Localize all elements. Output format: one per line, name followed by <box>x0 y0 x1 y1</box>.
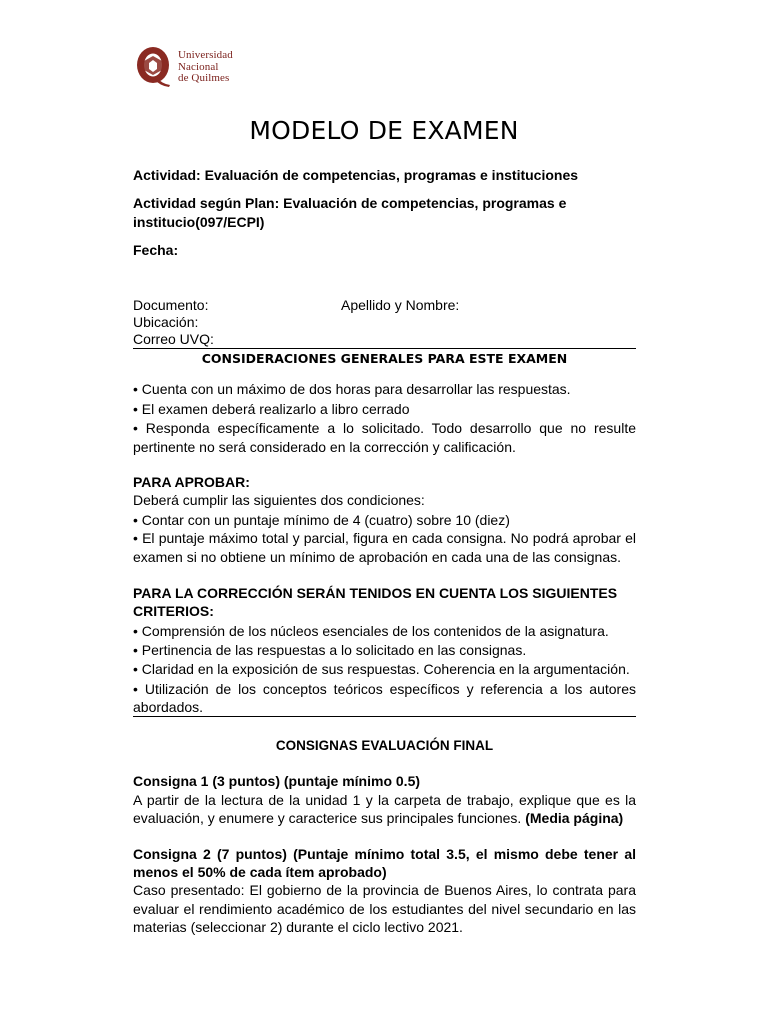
approve-condition-2-line-1: • El puntaje máximo total y parcial, figura en cada consigna. No podrá aprobar el <box>133 530 636 546</box>
approve-condition-2-line-2: examen si no obtiene un mínimo de aprobación en cada una de las consignas. <box>133 549 621 565</box>
task-1-text: evaluación, y enumere y caracterice sus principales funciones. <box>133 810 522 826</box>
approve-intro: Deberá cumplir las siguientes dos condiciones: <box>133 492 425 508</box>
criteria-item-2: • Pertinencia de las respuestas a lo solicitado en las consignas. <box>133 642 527 658</box>
consideration-item-2: • El examen deberá realizarlo a libro cerrado <box>133 401 410 417</box>
criteria-heading-line-1: PARA LA CORRECCIÓN SERÁN TENIDOS EN CUENTA LOS SIGUIENTES <box>133 585 618 601</box>
considerations-heading: CONSIDERACIONES GENERALES PARA ESTE EXAMEN <box>201 351 568 366</box>
criteria-item-4-line-2: abordados. <box>133 699 204 715</box>
task-2-line-2: evaluar el rendimiento académico de los estudiantes del nivel secundario en las <box>133 901 636 917</box>
logo-line-3: de Quilmes <box>178 72 230 84</box>
approve-condition-1: • Contar con un puntaje mínimo de 4 (cuatro) sobre 10 (diez) <box>133 512 510 528</box>
criteria-item-1: • Comprensión de los núcleos esenciales de los contenidos de la asignatura. <box>133 623 609 639</box>
criteria-heading-line-2: CRITERIOS: <box>133 603 214 619</box>
task-2-line-3: materias (seleccionar 2) durante el ciclo lectivo 2021. <box>133 919 463 935</box>
consideration-item-1: • Cuenta con un máximo de dos horas para desarrollar las respuestas. <box>133 381 571 397</box>
consideration-item-3-line-1: • Responda específicamente a lo solicitado. Todo desarrollo que no resulte <box>133 420 636 436</box>
task-1-line-2 <box>133 809 623 827</box>
activity-plan-line-2: institucio(097/ECPI) <box>133 214 265 230</box>
university-logo <box>136 44 256 88</box>
logo-line-1: Universidad <box>178 49 233 61</box>
consideration-item-3-line-2: pertinente no será considerado en la corrección y calificación. <box>133 439 516 455</box>
logo-text <box>178 50 233 85</box>
unq-emblem-icon <box>136 44 174 88</box>
activity-line: Actividad: Evaluación de competencias, programas e instituciones <box>133 167 579 183</box>
location-label: Ubicación: <box>133 314 199 330</box>
name-label: Apellido y Nombre: <box>341 297 460 313</box>
task-1-title: Consigna 1 (3 puntos) (puntaje mínimo 0.5) <box>133 773 421 789</box>
criteria-item-4-line-1: • Utilización de los conceptos teóricos específicos y referencia a los autores <box>133 681 636 697</box>
page-title: MODELO DE EXAMEN <box>249 116 519 145</box>
email-label: Correo UVQ: <box>133 331 214 347</box>
divider-bottom <box>133 716 636 717</box>
activity-plan-line-1: Actividad según Plan: Evaluación de competencias, programas e <box>133 195 567 211</box>
tasks-heading: CONSIGNAS EVALUACIÓN FINAL <box>275 738 494 753</box>
task-1-length-note: (Media página) <box>525 810 624 826</box>
task-2-title-line-1: Consigna 2 (7 puntos) (Puntaje mínimo total 3.5, el mismo debe tener al <box>133 846 636 862</box>
document-label: Documento: <box>133 297 209 313</box>
approve-heading: PARA APROBAR: <box>133 474 250 490</box>
task-2-title-line-2: menos el 50% de cada ítem aprobado) <box>133 864 387 880</box>
date-label: Fecha: <box>133 242 179 258</box>
task-1-line-1: A partir de la lectura de la unidad 1 y la carpeta de trabajo, explique que es la <box>133 792 636 808</box>
divider-top <box>133 348 636 349</box>
criteria-item-3: • Claridad en la exposición de sus respuestas. Coherencia en la argumentación. <box>133 661 630 677</box>
logo-line-2: Nacional <box>178 60 219 73</box>
task-2-line-1: Caso presentado: El gobierno de la provincia de Buenos Aires, lo contrata para <box>133 882 636 898</box>
